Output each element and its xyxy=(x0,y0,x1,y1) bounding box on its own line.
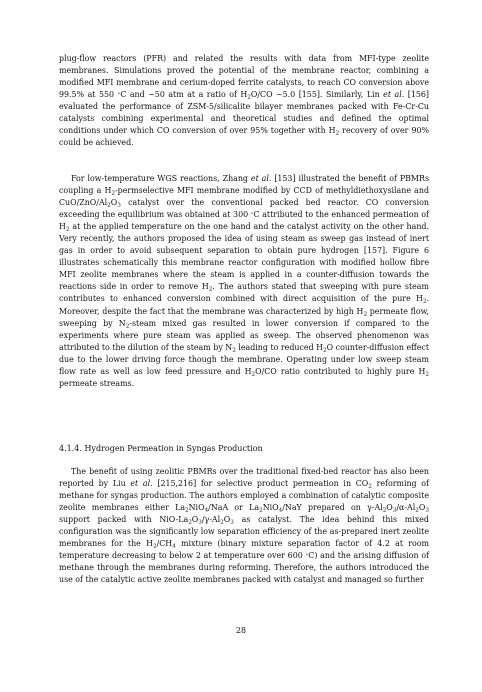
paragraph-pfr-simulations: plug-flow reactors (PFR) and related the results with data from MFI-type zeolite membranes. Simulations proved the potential of the membrane reactor, combining a modified MFI membrane and cerium-doped ferrite catalysts, to reach CO conversion above 99.5% at 550 ∘C and ~50 atm at a ratio of $H_2O/CO$ ~5.0 [155]. Similarly, Lin et al. [156] evaluated the performance of ZSM-5/silicalite bilayer membranes packed with Fe-Cr-Cu catalysts combining experimental and theoretical studies and defined the optimal conditions under which CO conversion of over 95% together with $H_2$ recovery of over 90% could be achieved. xyxy=(59,54,429,148)
section-heading: 4.1.4. Hydrogen Permeation in Syngas Production xyxy=(59,444,263,453)
paragraph-low-temperature-wgs: For low-temperature WGS reactions, Zhang et al. [153] illustrated the benefit of PBMRs coupling a $H_2$-permselective MFI membrane modified by CCD of methyldiethoxysilane and CuO/$ZnO/Al_2O_3$ catalyst over the conventional packed bed reactor. CO conversion exceeding the equilibrium was obtained at 300 ∘C attributed to the enhanced permeation of $H_2$ at the applied temperature on the one hand and the catalyst activity on the other hand. Very recently, the authors proposed the idea of using steam as sweep gas instead of inert gas in order to avoid subsequent separation to obtain pure hydrogen [157]. Figure 6 illustrates schematically this membrane reactor configuration with modified hollow fibre MFI zeolite membranes where the steam is applied in a counter-diffusion towards the reactions side in order to remove $H_2$. The authors stated that sweeping with pure steam contributes to enhanced conversion combined with direct acquisition of the pure $H_2$. Moreover, despite the fact that the membrane was characterized by high $H_2$ permeate flow, sweeping by $N_2$-steam mixed gas resulted in lower conversion if compared to the experiments where pure steam was applied as sweep. The observed phenomenon was attributed to the dilution of the steam by $N_2$ leading to reduced $H_2O$ counter-diffusion effect due to the lower driving force though the membrane. Operating under low sweep steam flow rate as well as low feed pressure and $H_2O/CO$ ratio contributed to highly pure $H_2$ permeate streams. xyxy=(59,174,430,388)
page-number: 28 xyxy=(235,626,247,635)
paragraph-syngas-production: The benefit of using zeolitic PBMRs over the traditional fixed-bed reactor has also been reported by Liu et al. [215,216] for selective product permeation in $CO_2$ reforming of methane for syngas production. The authors employed a combination of catalytic composite zeolite membranes either $La_2NiO_4$/NaA or $La_2NiO_4$/NaY prepared on $\gamma-Al_2O_3/\alpha-Al_2O_3$ support packed with NiO-$La_2O_3/\gamma-Al_2O_3$ as catalyst. The idea behind this mixed configuration was the significantly low separation efficiency of the as-prepared inert zeolite membranes for the $H_2/CH_4$ mixture (binary mixture separation factor of 4.2 at room temperature decreasing to below 2 at temperature over 600 ∘C) and the arising diffusion of methane through the membranes during reforming. Therefore, the authors introduced the use of the catalytic active zeolite membranes packed with catalyst and managed so further xyxy=(59,467,430,585)
